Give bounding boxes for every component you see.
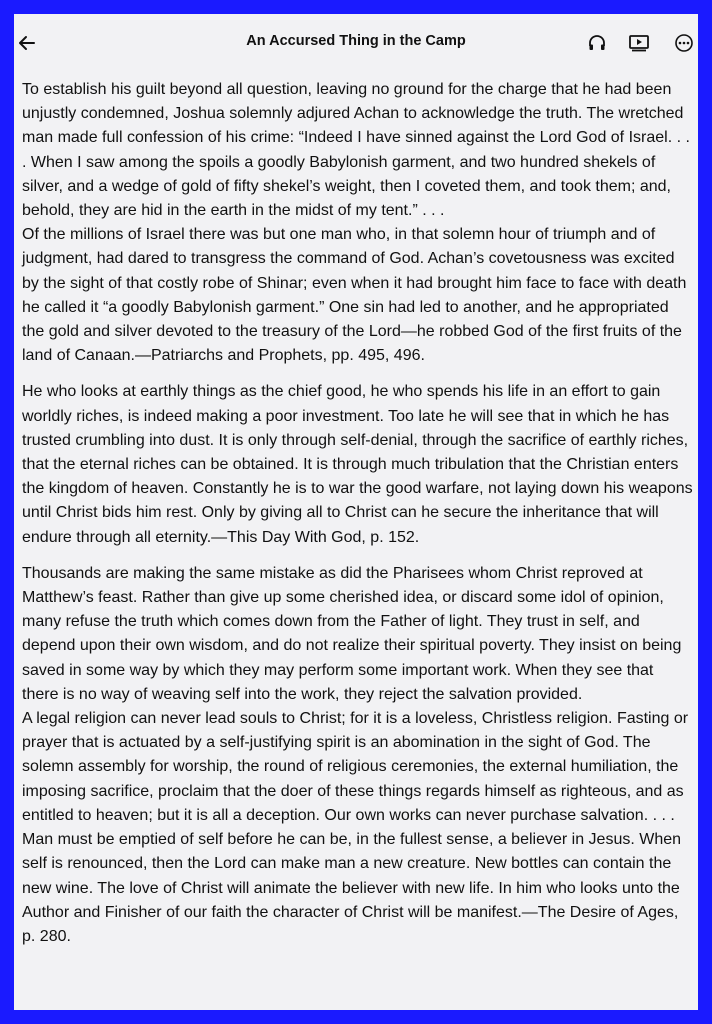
reader-screen xyxy=(14,14,698,1010)
paragraph: A legal religion can never lead souls to Christ; for it is a loveless, Christless religion. Fasting or prayer that is actuated by a self-justifying spirit is an abomination in the sight of God. The solemn assembly for worship, the round of religious ceremonies, the external humiliation, the imposing sacrifice, proclaim that the doer of these things regards himself as righteous, and as entitled to heaven; but it is all a deception. Our own works can never purchase salvation. . . . xyxy=(22,710,689,824)
paragraph: Thousands are making the same mistake as did the Pharisees whom Christ reproved at Matthew’s feast. Rather than give up some cherished idea, or discard some idol of opinion, many refuse the truth which comes down from the Father of light. They trust in self, and depend upon their own wisdom, and do not realize their spiritual poverty. They insist on being saved in some way by which they may perform some important work. When they see that there is no way of weaving self into the work, they reject the salvation provided. xyxy=(22,564,682,703)
paragraph: To establish his guilt beyond all question, leaving no ground for the charge that he had been unjustly condemned, Joshua solemnly adjured Achan to acknowledge the truth. The wretched man made full confession of his crime: “Indeed I have sinned against the Lord God of Israel. . . . When I saw among the spoils a goodly Babylonish garment, and two hundred shekels of silver, and a wedge of gold of fifty shekel’s weight, then I coveted them, and took them; and, behold, they are hid in the earth in the midst of my tent.” . . . xyxy=(22,81,690,220)
paragraph: He who looks at earthly things as the chief good, he who spends his life in an effort to gain worldly riches, is indeed making a poor investment. Too late he will see that in which he has trusted crumbling into dust. It is only through self-denial, through the sacrifice of earthly riches, that the eternal riches can be obtained. It is through much tribulation that the Christian enters the kingdom of heaven. Constantly he is to war the good warfare, not laying down his weapons until Christ bids him rest. Only by giving all to Christ can he secure the inheritance that will endure through all eternity.—This Day With God, p. 152. xyxy=(22,383,693,546)
paragraph: Of the millions of Israel there was but one man who, in that solemn hour of triumph and of judgment, had dared to transgress the command of God. Achan’s covetousness was excited by the sight of that costly robe of Shinar; even when it had brought him face to face with death he called it “a goodly Babylonish garment.” One sin had led to another, and he appropriated the gold and silver devoted to the treasury of the Lord—he robbed God of the first fruits of the land of Canaan.—Patriarchs and Prophets, pp. 495, 496. xyxy=(22,226,687,365)
play-video-icon xyxy=(628,33,650,53)
back-arrow-icon xyxy=(18,34,36,52)
header-bar xyxy=(14,14,698,74)
headphones-icon xyxy=(587,33,607,53)
reading-text xyxy=(22,78,694,949)
more-options-icon xyxy=(674,33,694,53)
paragraph: Man must be emptied of self before he can be, in the fullest sense, a believer in Jesus. When self is renounced, then the Lord can make man a new creature. New bottles can contain the new wine. The love of Christ will animate the believer with new life. In him who looks unto the Author and Finisher of our faith the character of Christ will be manifest.—The Desire of Ages, p. 280. xyxy=(22,831,682,945)
listen-button[interactable] xyxy=(584,30,610,56)
back-button[interactable] xyxy=(14,30,40,56)
page-title: An Accursed Thing in the Camp xyxy=(246,33,466,49)
video-button[interactable] xyxy=(626,30,652,56)
more-options-button[interactable] xyxy=(671,30,697,56)
